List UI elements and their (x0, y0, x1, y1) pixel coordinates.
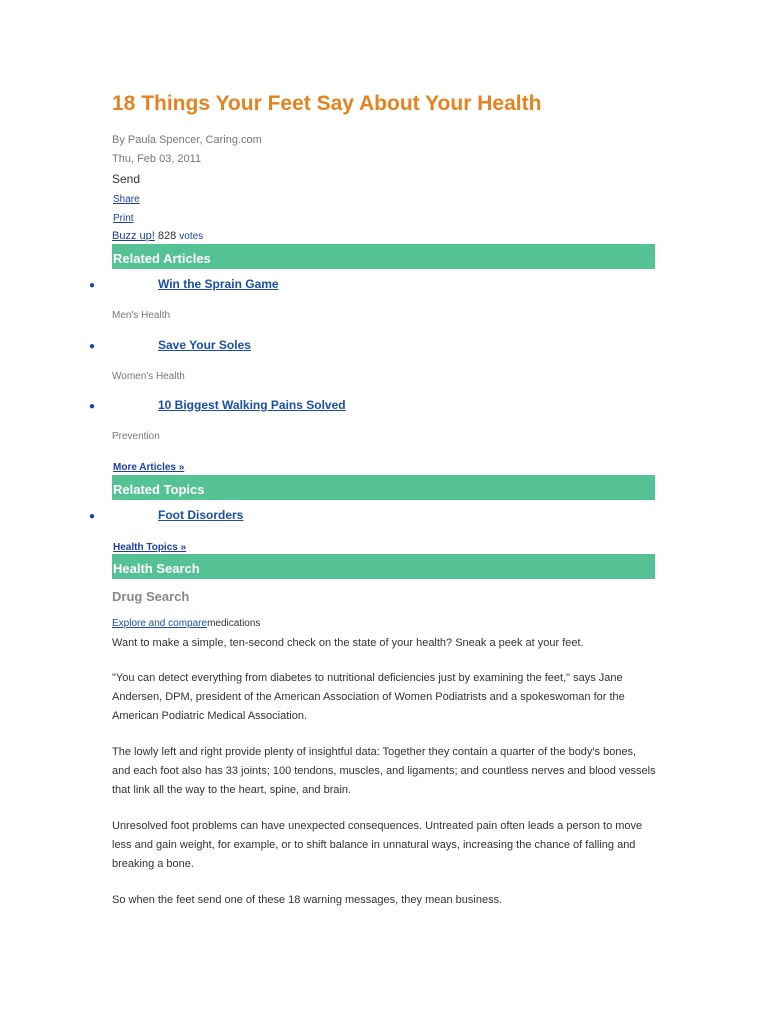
byline: By Paula Spencer, Caring.com (112, 134, 262, 146)
bullet-icon: ● (89, 511, 96, 522)
article-title: 18 Things Your Feet Say About Your Health (112, 92, 542, 115)
related-articles-heading: Related Articles (112, 244, 655, 269)
body-paragraph: Want to make a simple, ten-second check on the state of your health? Sneak a peek at your feet. (112, 637, 584, 649)
related-topic-link[interactable]: Foot Disorders (158, 508, 244, 522)
health-topics-link[interactable]: Health Topics » (113, 542, 187, 553)
related-article-source: Women's Health (112, 371, 185, 382)
print-link[interactable]: Print (113, 213, 134, 224)
body-paragraph: The lowly left and right provide plenty of insightful data: Together they contain a quarter of the body's bones, and each foot also has 33 joints; 100 tendons, muscles, and ligaments; and countless nerves and blood vessels that link all the way to the heart, spine, and brain. (112, 746, 656, 796)
related-topics-heading: Related Topics (112, 475, 655, 500)
buzz-widget (112, 230, 203, 242)
related-article-link[interactable]: 10 Biggest Walking Pains Solved (158, 398, 346, 412)
send-button[interactable]: Send (112, 172, 141, 186)
explore-compare-link[interactable]: Explore and compare (112, 618, 208, 629)
bullet-icon: ● (89, 341, 96, 352)
buzz-up-link[interactable]: Buzz up! (112, 230, 155, 242)
votes-label: votes (179, 231, 204, 242)
drug-search-label: Drug Search (112, 589, 190, 604)
publish-date: Thu, Feb 03, 2011 (112, 153, 202, 165)
related-article-link[interactable]: Win the Sprain Game (158, 277, 279, 291)
related-article-source: Men's Health (112, 310, 171, 321)
explore-medications (112, 618, 260, 629)
related-article-link[interactable]: Save Your Soles (158, 338, 251, 352)
explore-rest-text: medications (207, 618, 261, 629)
bullet-icon: ● (89, 280, 96, 291)
body-paragraph: So when the feet send one of these 18 warning messages, they mean business. (112, 894, 503, 906)
bullet-icon: ● (89, 401, 96, 412)
body-paragraph: "You can detect everything from diabetes to nutritional deficiencies just by examining the feet," says Jane Andersen, DPM, president of the American Association of Women Podiatrists and a spokeswoman for the American Podiatric Medical Association. (112, 672, 625, 722)
vote-count: 828 (157, 230, 177, 242)
body-paragraph: Unresolved foot problems can have unexpected consequences. Untreated pain often leads a person to move less and gain weight, for example, or to shift balance in unnatural ways, increasing the chance of falling and breaking a bone. (112, 820, 643, 870)
more-articles-link[interactable]: More Articles » (113, 462, 185, 473)
related-article-source: Prevention (112, 431, 160, 442)
health-search-heading: Health Search (112, 554, 655, 579)
share-link[interactable]: Share (113, 194, 140, 205)
